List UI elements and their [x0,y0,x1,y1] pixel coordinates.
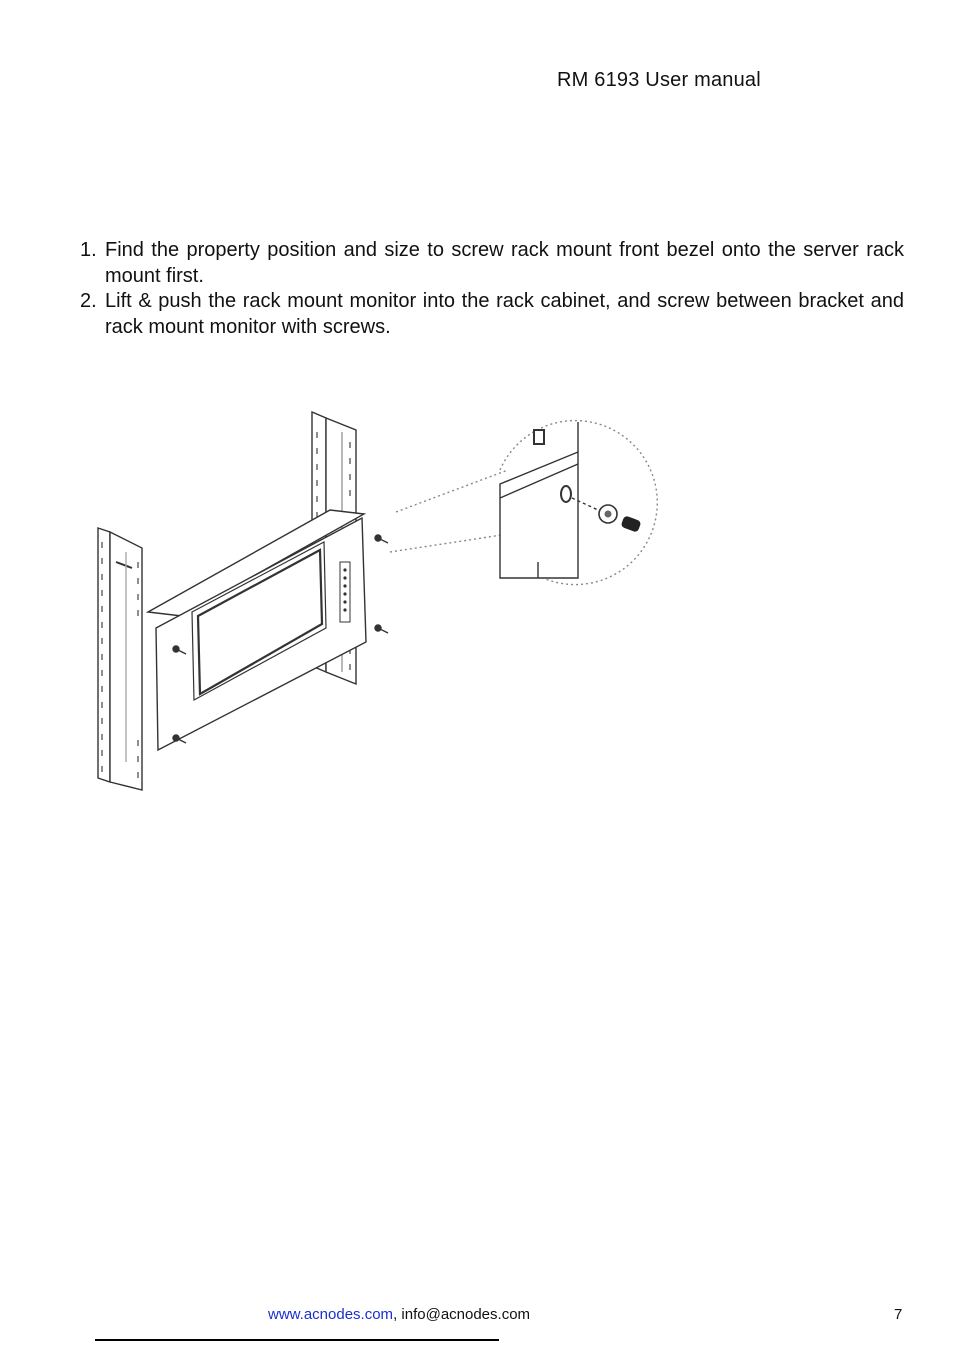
callout-lines [390,470,508,552]
page-number: 7 [894,1306,903,1323]
website-link[interactable]: www.acnodes.com [268,1306,394,1323]
step-text: Lift & push the rack mount monitor into the rack cabinet, and screw between bracket and rack mount monitor with screws. [105,290,904,338]
step-text: Find the property position and size to screw rack mount front bezel onto the server rack mount first. [105,239,904,287]
front-rack-rail [98,528,142,790]
footer-contact [268,1306,530,1323]
rack-mount-installation-illustration [80,402,670,802]
step-number: 1. [80,239,97,261]
instruction-list [80,238,904,340]
instruction-step [80,238,904,289]
step-number: 2. [80,290,97,312]
header-title: RM 6193 User manual [557,69,761,91]
email-address[interactable]: info@acnodes.com [401,1306,531,1323]
rack-mount-monitor [148,510,366,750]
instruction-step [80,289,904,340]
magnified-detail [500,421,657,585]
footer-rule [95,1339,499,1341]
footer-separator: , [393,1306,402,1323]
